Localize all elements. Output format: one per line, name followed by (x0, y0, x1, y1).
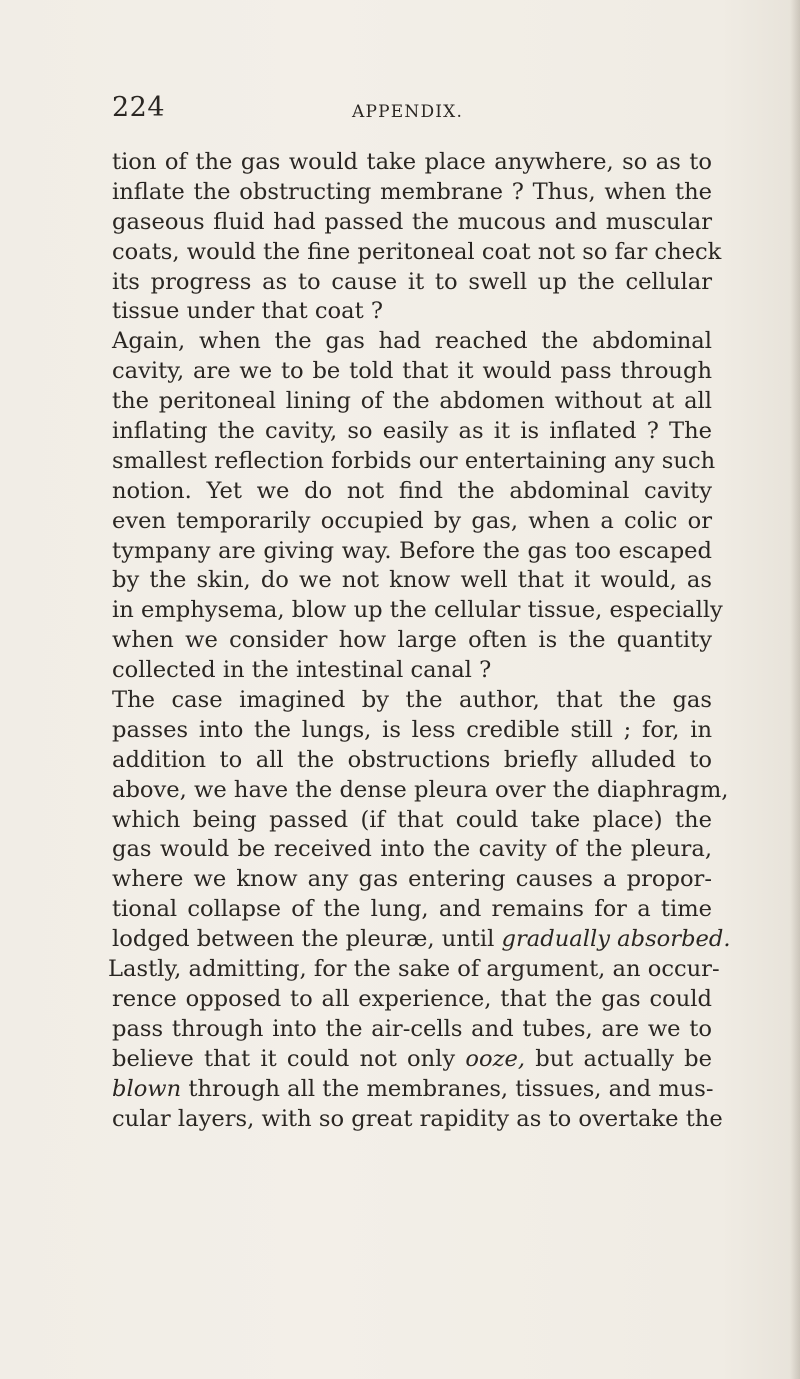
page-number: 224 (112, 92, 166, 123)
text-line: gas would be received into the cavity of the pleura, (112, 836, 712, 863)
text-line: Again, when the gas had reached the abdominal (112, 328, 712, 355)
text-line: when we consider how large often is the quantity (112, 627, 712, 654)
text-line: the peritoneal lining of the abdomen without at all (112, 388, 712, 415)
text-line: notion. Yet we do not find the abdominal cavity (112, 477, 712, 504)
text-line: pass through into the air-cells and tubes, are we to (112, 1015, 712, 1042)
text-line-with-italic (112, 1045, 712, 1075)
text-line: its progress as to cause it to swell up the cellular (112, 268, 712, 295)
text-line: by the skin, do we not know well that it would, as (112, 567, 712, 594)
text-segment: through all the membranes, tissues, and mus- (188, 1075, 714, 1102)
running-title: APPENDIX. (352, 102, 464, 122)
body-text (108, 148, 731, 1134)
text-line: passes into the lungs, is less credible still ; for, in (112, 716, 712, 743)
italic-emphasis: gradually absorbed. (501, 926, 731, 953)
text-line: The case imagined by the author, that the gas (112, 687, 712, 714)
text-line: collected in the intestinal canal ? (112, 657, 492, 684)
text-line: above, we have the dense pleura over the diaphragm, (112, 776, 729, 803)
text-segment: believe that it could not only (112, 1045, 456, 1072)
text-segment: but actually be (535, 1045, 713, 1072)
text-line: Lastly, admitting, for the sake of argument, an occur- (108, 956, 720, 983)
text-line: which being passed (if that could take place) the (112, 806, 712, 833)
text-line: where we know any gas entering causes a propor- (112, 866, 712, 893)
text-line: inflate the obstructing membrane ? Thus, when the (112, 178, 712, 205)
text-line: addition to all the obstructions briefly alluded to (112, 746, 712, 773)
text-line: tissue under that coat ? (112, 298, 383, 325)
text-line: even temporarily occupied by gas, when a colic or (112, 507, 712, 534)
text-line-with-italic (112, 1075, 712, 1105)
italic-emphasis: blown (112, 1075, 182, 1102)
text-line: smallest reflection forbids our entertaining any such (112, 447, 716, 474)
text-line: inflating the cavity, so easily as it is inflated ? The (112, 418, 712, 445)
text-line: tion of the gas would take place anywhere, so as to (112, 149, 712, 175)
italic-emphasis: ooze, (465, 1045, 526, 1072)
text-line: gaseous fluid had passed the mucous and muscular (112, 208, 712, 235)
text-line: cavity, are we to be told that it would pass through (112, 358, 712, 385)
text-line: rence opposed to all experience, that the gas could (112, 985, 712, 1012)
page-edge-shadow (790, 0, 800, 1379)
text-line: in emphysema, blow up the cellular tissue, especially (112, 597, 723, 624)
text-line: tional collapse of the lung, and remains for a time (112, 896, 712, 923)
text-segment: lodged between the pleuræ, until (112, 926, 495, 953)
text-line: coats, would the fine peritoneal coat not so far check (112, 238, 722, 265)
text-line: cular layers, with so great rapidity as to overtake the (112, 1105, 723, 1132)
text-line-with-italic (112, 925, 731, 955)
text-line: tympany are giving way. Before the gas too escaped (112, 537, 712, 564)
running-head (112, 92, 712, 132)
